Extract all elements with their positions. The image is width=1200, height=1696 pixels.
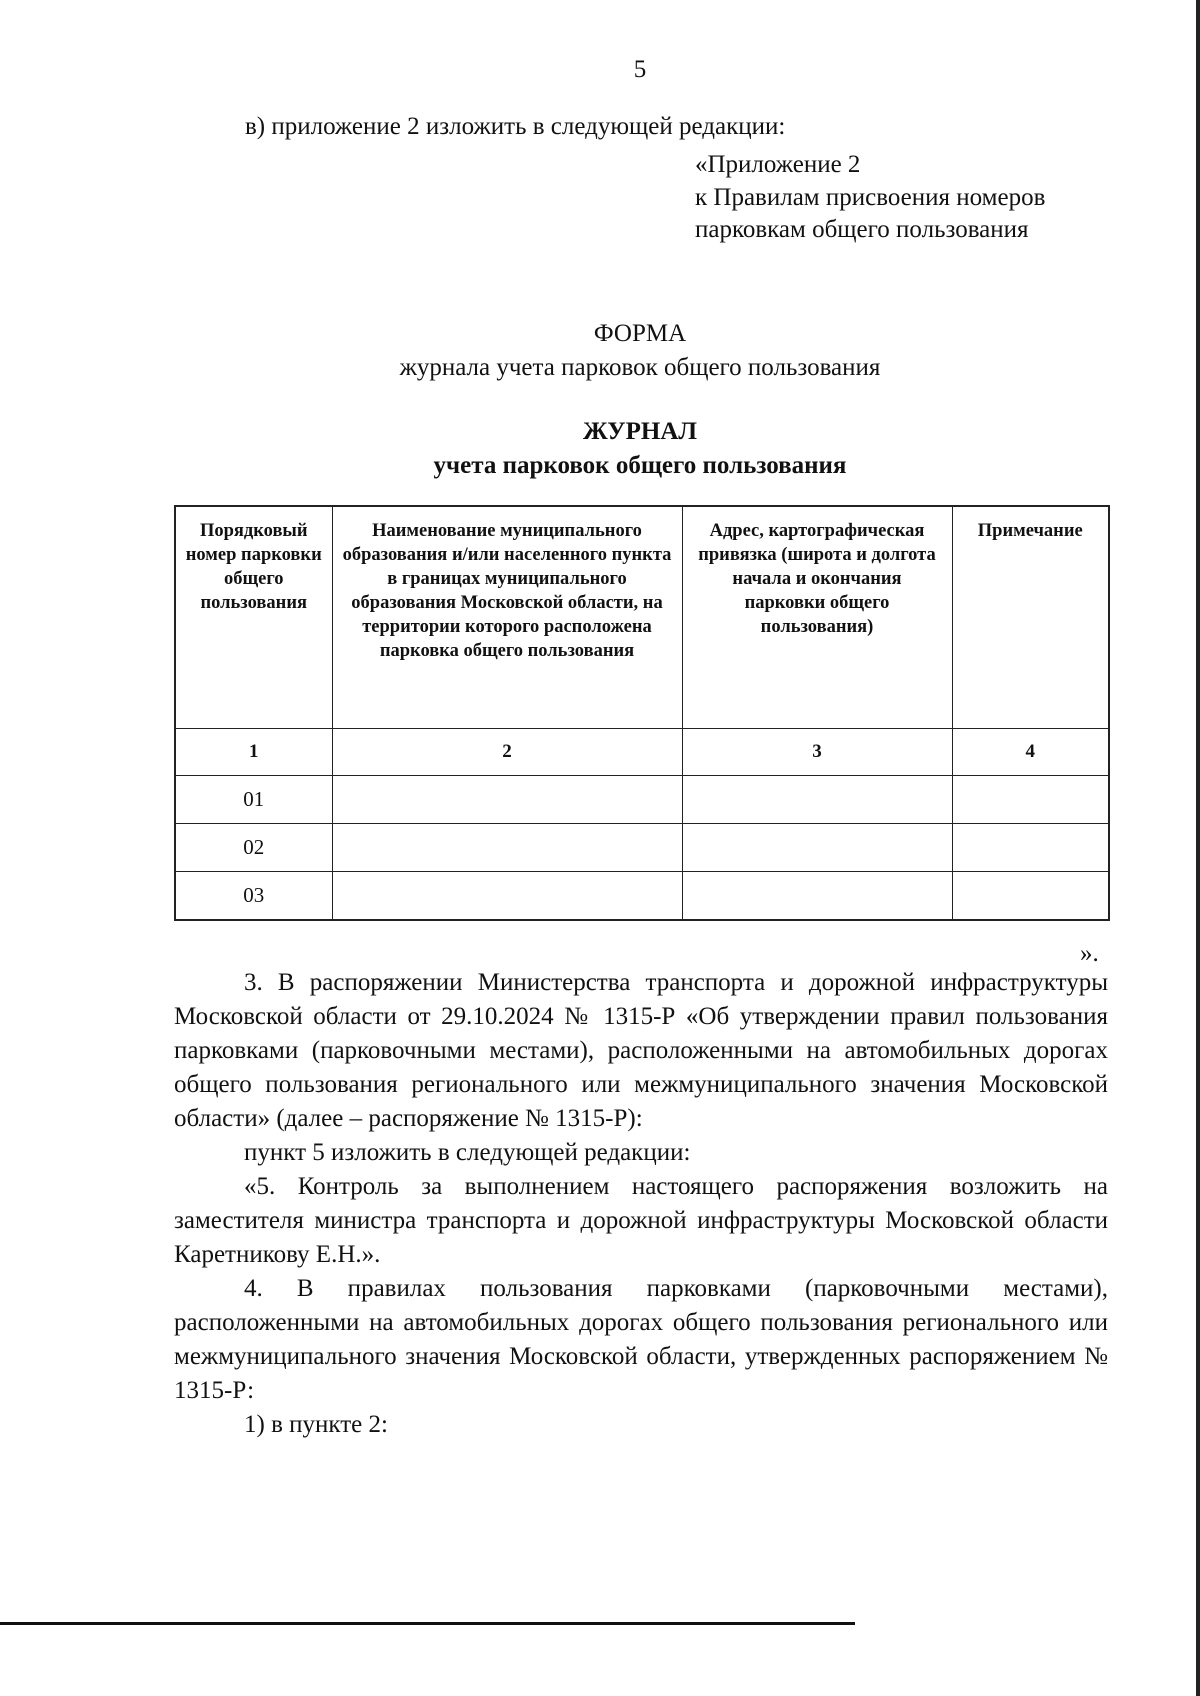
form-subtitle: журнала учета парковок общего пользования [399,354,881,381]
table-cell [682,775,952,823]
scan-right-edge [1196,0,1200,1696]
paragraph-3-item: пункт 5 изложить в следующей редакции: [244,1139,691,1166]
page-number: 5 [633,56,647,83]
table-row [175,871,1109,920]
header-sequence-number: Порядковый номер парковки общего пользования [175,506,332,728]
paragraph-3-quote: «5. Контроль за выполнением настоящего распоряжения возложить на заместителя министра транспорта и дорожной инфраструктуры Московской области Каретникову Е.Н.». [174,1173,1108,1268]
paragraph-4-text: 4. В правилах пользования парковками (парковочными местами), расположенными на автомобильных дорогах общего пользования регионального или межмуниципального значения Московской области, утвержденных распоряжением № 1315-Р: [174,1275,1108,1404]
column-number: 1 [175,728,332,775]
header-municipality: Наименование муниципального образования и/или населенного пункта в границах муниципального образования Московской области, на территории которого расположена парковка общего пользования [332,506,682,728]
row-number: 03 [175,871,332,920]
row-number: 02 [175,823,332,871]
journal-table [174,505,1110,921]
column-number-row [175,728,1109,775]
table-cell [332,775,682,823]
header-address: Адрес, картографическая привязка (широта и долгота начала и окончания парковки общего пользования) [682,506,952,728]
row-number: 01 [175,775,332,823]
column-number: 2 [332,728,682,775]
table-cell [952,871,1109,920]
column-number: 3 [682,728,952,775]
table-cell [952,823,1109,871]
table-row [175,823,1109,871]
table-cell [332,823,682,871]
table-cell [682,823,952,871]
table-header-row [175,506,1109,728]
appendix-line-1: «Приложение 2 [695,151,861,178]
table-closing-quote: ». [1080,940,1099,967]
table-cell [682,871,952,920]
header-note: Примечание [952,506,1109,728]
column-number: 4 [952,728,1109,775]
journal-title: ЖУРНАЛ [582,418,698,445]
table-cell [952,775,1109,823]
form-title: ФОРМА [593,320,687,347]
paragraph-3-text: 3. В распоряжении Министерства транспорта и дорожной инфраструктуры Московской области от 29.10.2024 № 1315-Р «Об утверждении правил пользования парковками (парковочными местами), расположенными на автомобильных дорогах общего пользования регионального или межмуниципального значения Московской области» (далее – распоряжение № 1315-Р): [174,969,1108,1132]
table-cell [332,871,682,920]
paragraph-3 [174,966,1108,1442]
paragraph-4-item: 1) в пункте 2: [244,1411,388,1438]
appendix-line-3: парковкам общего пользования [695,216,1029,243]
appendix-line-2: к Правилам присвоения номеров [695,184,1046,211]
scan-bottom-rule [0,1622,855,1625]
journal-subtitle: учета парковок общего пользования [433,452,847,479]
intro-line: в) приложение 2 изложить в следующей редакции: [245,113,786,140]
table-row [175,775,1109,823]
